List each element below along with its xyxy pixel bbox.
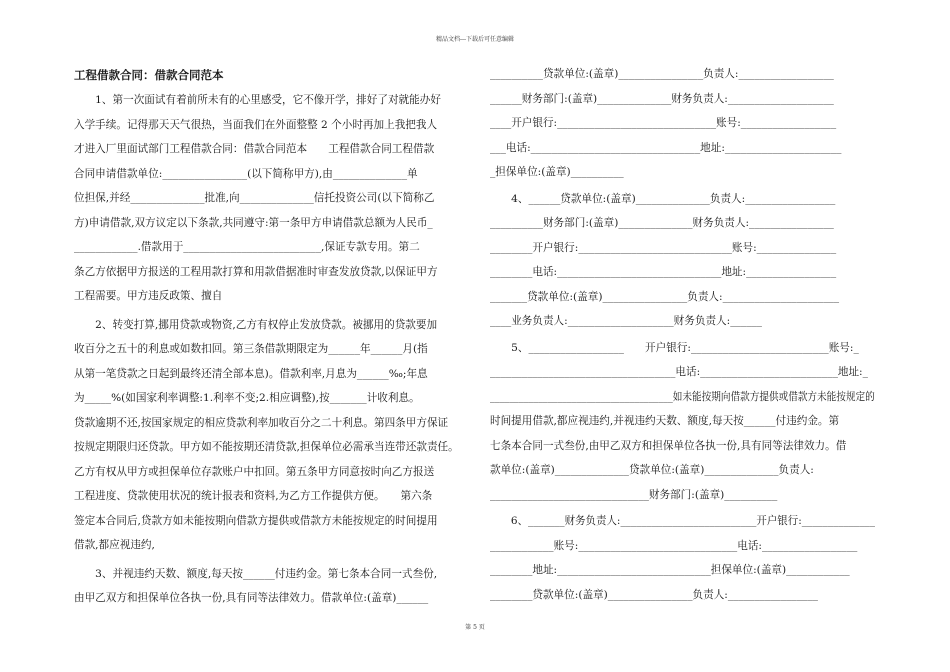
page-header: 精品文档---下载后可任意编辑: [435, 36, 515, 43]
body-line: ______________________________财务部门:(盖章)__________: [490, 488, 778, 501]
body-line: 借款,都应视违约,: [74, 539, 155, 551]
body-line: 1、第一次面试有着前所未有的心里感受，它不像开学，排好了对就能办好: [74, 94, 441, 106]
document-title: 工程借款合同：借款合同范本: [74, 68, 224, 82]
body-line: 工程进度、贷款使用状况的统计报表和资料,为乙方工作提供方便。 第六条: [74, 490, 433, 502]
body-line: 为_____%(如国家利率调整:1.利率不变;2.相应调整),按_______计收利息。: [74, 392, 420, 404]
body-line: _______贷款单位:(盖章)________________负责人:______________________: [490, 290, 840, 303]
body-line: 款单位:(盖章)______________贷款单位:(盖章)______________负责人:: [490, 464, 814, 476]
body-line: 入学手续。记得那天天气很热，当面我们在外面整整 2 个小时再加上我把我人: [74, 118, 438, 131]
body-line: 乙方有权从甲方或担保单位存款账户中扣回。第五条甲方同意按时向乙方报送: [74, 465, 435, 478]
page-number: 第 5 页: [465, 624, 485, 631]
body-line: ____业务负责人:____________________财务负责人:______: [490, 315, 762, 327]
body-line: 贷款逾期不还,按国家规定的相应贷款利率加收百分之二十利息。第四条甲方保证: [74, 416, 449, 429]
body-line: 工程需要。甲方违反政策、擅自: [74, 290, 223, 302]
body-line: ________贷款单位:(盖章)________________负责人:_________________: [490, 588, 818, 601]
body-line: 5、__________________ 开户银行:__________________________账号:_: [490, 341, 859, 354]
body-line: ________电话:_______________________________地址:_________________: [490, 266, 837, 278]
body-line: 3、并视违约天数、额度,每天按______付违约金。第七条本合同一式叁份,: [74, 567, 438, 580]
body-line: 七条本合同一式叁份,由甲乙双方和担保单位各执一份,具有同等法律效力。借: [490, 439, 847, 452]
body-line: 才进入厂里面试部门工程借款合同：借款合同范本 工程借款合同工程借款: [74, 143, 435, 155]
body-line: ___电话:________________________________地址:______________________: [490, 141, 842, 154]
body-line: ______________________________________如未能按期向借款方提供或借款方未能按规定的: [490, 390, 875, 403]
body-line: 签定本合同后,贷款方如未能按期向借款方提供或借款方未能按规定的时间提用: [74, 514, 438, 527]
body-line: ________地址:_____________________________担保单位:(盖章)____________: [490, 564, 850, 576]
body-line: 6、_______财务负责人:__________________________开户银行:______________: [490, 515, 875, 527]
body-line: 由甲乙双方和担保单位各执一份,具有同等法律效力。借款单位:(盖章)______: [74, 592, 429, 604]
body-line: 2、转变打算,挪用贷款或物资,乙方有权停止发放贷款。被挪用的贷款要加: [74, 318, 438, 331]
body-line: 条乙方依据甲方报送的工程用款打算和用款借据准时审查发放贷款,以保证甲方: [74, 265, 438, 278]
body-line: __________贷款单位:(盖章)________________负责人:__________________: [490, 68, 834, 80]
body-line: _担保单位:(盖章)__________: [490, 166, 624, 178]
body-line: ___________________________________电话:__________________________地址:_: [490, 366, 868, 378]
body-line: ____开户银行:______________________________账号:__________________: [490, 117, 837, 129]
body-line: 位担保,并经______________批准,向______________信托投资公司(以下简称乙: [74, 192, 435, 204]
body-line: ______财务部门:(盖章)______________财务负责人:____________________: [490, 92, 834, 105]
left-column: [74, 62, 459, 611]
body-line: __________财务部门:(盖章)______________财务负责人:________________: [490, 217, 834, 229]
body-line: 收百分之五十的利息或如数扣回。第三条借款期限定为______年______月(指: [74, 343, 428, 355]
body-line: 时间提用借款,都应视违约,并视违约天数、额度,每天按______付违约金。第: [490, 415, 840, 427]
body-line: 方)申请借款,双方议定以下条款,共同遵守:第一条甲方申请借款总额为人民币_: [74, 216, 433, 229]
body-line: 按规定期限归还贷款。甲方如不能按期还清贷款,担保单位必需承当连带还款责任。: [74, 441, 459, 453]
body-line: ____________.借款用于__________________________,保证专款专用。第二: [74, 241, 420, 253]
body-line: ________开户银行:_____________________________账号:_______________: [490, 241, 837, 254]
body-line: 从第一笔贷款之日起到最终还清全部本息)。借款利率,月息为______‰;年息: [74, 367, 428, 380]
right-column: [490, 62, 875, 607]
body-line: 合同申请借款单位:________________(以下简称甲方),由______________单: [74, 167, 418, 180]
body-line: 4、______贷款单位:(盖章)______________负责人:_________________: [490, 192, 836, 205]
body-line: ____________账号:______________________________电话:__________________: [490, 539, 858, 552]
